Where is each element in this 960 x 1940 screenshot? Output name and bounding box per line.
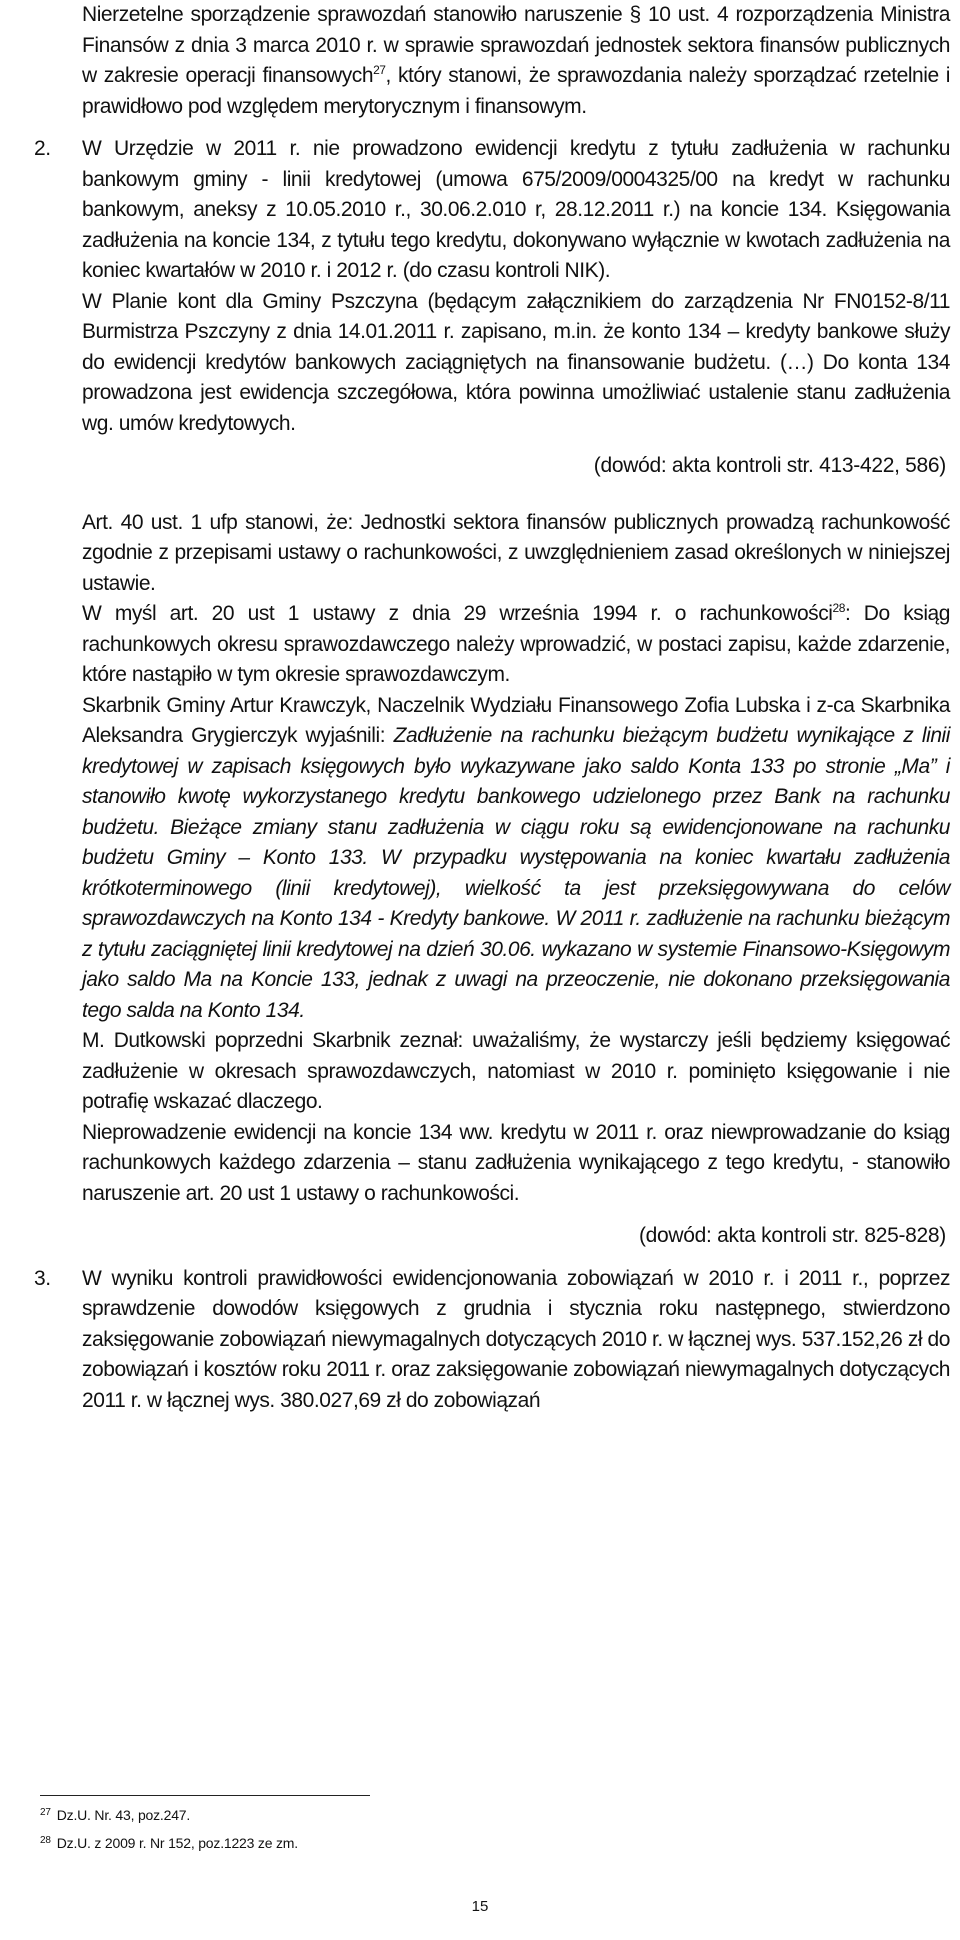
footnote-separator xyxy=(40,1795,370,1796)
footnote-number: 27 xyxy=(40,1807,51,1818)
footnote-text: Dz.U. z 2009 r. Nr 152, poz.1223 ze zm. xyxy=(56,1835,298,1851)
paragraph-explanation xyxy=(40,691,950,1027)
section-3 xyxy=(34,1264,950,1417)
paragraph-text: , który stanowi, że sprawozdania należy sporządzać rzetelnie i prawidłowo pod względem merytorycznym i finansowym. xyxy=(82,64,950,118)
quoted-explanation: Zadłużenie na rachunku bieżącym budżetu wynikające z linii kredytowej w zapisach księgowych było wykazywane jako saldo Konta 133 po stronie „Ma” i stanowiło kwotę wykorzystanego kredytu bankowego udzielonego przez Bank na rachunku budżetu. Bieżące zmiany stanu zadłużenia w ciągu roku są ewidencjonowane na rachunku budżetu Gminy – Konto 133. W przypadku występowania na koniec kwartału zadłużenia krótkoterminowego (linii kredytowej), wielkość ta jest przeksięgowywana do celów sprawozdawczych na Konto 134 - Kredyty bankowe. W 2011 r. zadłużenie na rachunku bieżącym z tytułu zaciągniętej linii kredytowej na dzień 30.06. wykazano w systemie Finansowo-Księgowym jako saldo Ma na Koncie 133, jednak z uwagi na przeoczenie, nie dokonano przeksięgowania tego salda na Konto 134. xyxy=(82,724,950,1022)
section-2 xyxy=(34,134,950,1252)
section-number: 3. xyxy=(34,1266,51,1290)
evidence-reference: (dowód: akta kontroli str. 413-422, 586) xyxy=(593,454,946,477)
paragraph-text: W myśl art. 20 ust 1 ustawy z dnia 29 września 1994 r. o rachunkowości xyxy=(82,602,833,625)
paragraph-text: Nierzetelne sporządzenie sprawozdań stanowiło naruszenie § 10 ust. 4 rozporządzenia Ministra Finansów z dnia 3 marca 2010 r. w sprawie sprawozdań jednostek sektora finansów publicznych w zakresie operacji finansowych xyxy=(82,3,950,87)
section-number: 2. xyxy=(34,137,51,160)
paragraph-text: M. Dutkowski poprzedni Skarbnik zeznał: uważaliśmy, że wystarczy jeśli będziemy księgować zadłużenie w okresach sprawozdawczych, natomiast w 2010 r. pominięto księgowanie i nie potrafię wskazać dlaczego. xyxy=(82,1029,950,1113)
paragraph-text: Skarbnik Gminy Artur Krawczyk, Naczelnik Wydziału Finansowego Zofia Lubska i z-ca Skarbnika Aleksandra Grygierczyk wyjaśnili: xyxy=(82,693,950,747)
paragraph-text: W Urzędzie w 2011 r. nie prowadzono ewidencji kredytu z tytułu zadłużenia w rachunku bankowym gminy - linii kredytowej (umowa 675/2009/0004325/00 na kredyt w rachunku bankowym, aneksy z 10.05.2010 r., 30.06.2.010 r, 28.12.2011 r.) na koncie 134. Księgowania zadłużenia na koncie 134, z tytułu tego kredytu, dokonywano wyłącznie w kwotach zadłużenia na koniec kwartałów w 2010 r. i 2012 r. (do czasu kontroli NIK). xyxy=(82,137,950,282)
evidence-reference: (dowód: akta kontroli str. 825-828) xyxy=(638,1224,946,1247)
paragraph-text: Nieprowadzenie ewidencji na koncie 134 ww. kredytu w 2011 r. oraz niewprowadzanie do ksiąg rachunkowych każdego zdarzenia – stanu zadłużenia wynikającego z tego kredytu, - stanowiło naruszenie art. 20 ust 1 ustawy o rachunkowości. xyxy=(82,1120,950,1205)
footnote-number: 28 xyxy=(40,1835,51,1846)
footnote xyxy=(40,1834,298,1852)
document-page xyxy=(34,0,950,1416)
footnote-ref: 27 xyxy=(373,63,386,77)
footnote xyxy=(40,1806,190,1824)
footnote-ref: 28 xyxy=(832,601,845,615)
paragraph-text: : Do ksiąg rachunkowych okresu sprawozdawczego należy wprowadzić, w postaci zapisu, każde zdarzenie, które nastąpiło w tym okresie sprawozdawczym. xyxy=(82,602,950,686)
paragraph-text: W wyniku kontroli prawidłowości ewidencjonowania zobowiązań w 2010 r. i 2011 r., poprzez sprawdzenie dowodów księgowych z grudnia i stycznia roku następnego, stwierdzono zaksięgowanie zobowiązań niewymagalnych dotyczących 2010 r. w łącznej wys. 537.152,26 zł do zobowiązań i kosztów roku 2011 r. oraz zaksięgowanie zobowiązań niewymagalnych dotyczących 2011 r. w łącznej wys. 380.027,69 zł do zobowiązań xyxy=(82,1266,950,1412)
paragraph-text: W Planie kont dla Gminy Pszczyna (będącym załącznikiem do zarządzenia Nr FN0152-8/11 Burmistrza Pszczyny z dnia 14.01.2011 r. zapisano, m.in. że konto 134 – kredyty bankowe służy do ewidencji kredytów bankowych zaciągniętych na finansowanie budżetu. (…) Do konta 134 prowadzona jest ewidencja szczegółowa, która powinna umożliwiać ustalenie stanu zadłużenia wg. umów kredytowych. xyxy=(82,289,950,435)
paragraph-violation-reporting xyxy=(40,0,950,122)
paragraph-art20 xyxy=(40,599,950,691)
page-number: 15 xyxy=(471,1898,489,1915)
paragraph-text: Art. 40 ust. 1 ufp stanowi, że: Jednostki sektora finansów publicznych prowadzą rachunkowość zgodnie z przepisami ustawy o rachunkowości, z uwzględnieniem zasad określonych w niniejszej ustawie. xyxy=(82,510,950,595)
footnote-text: Dz.U. Nr. 43, poz.247. xyxy=(56,1807,191,1823)
